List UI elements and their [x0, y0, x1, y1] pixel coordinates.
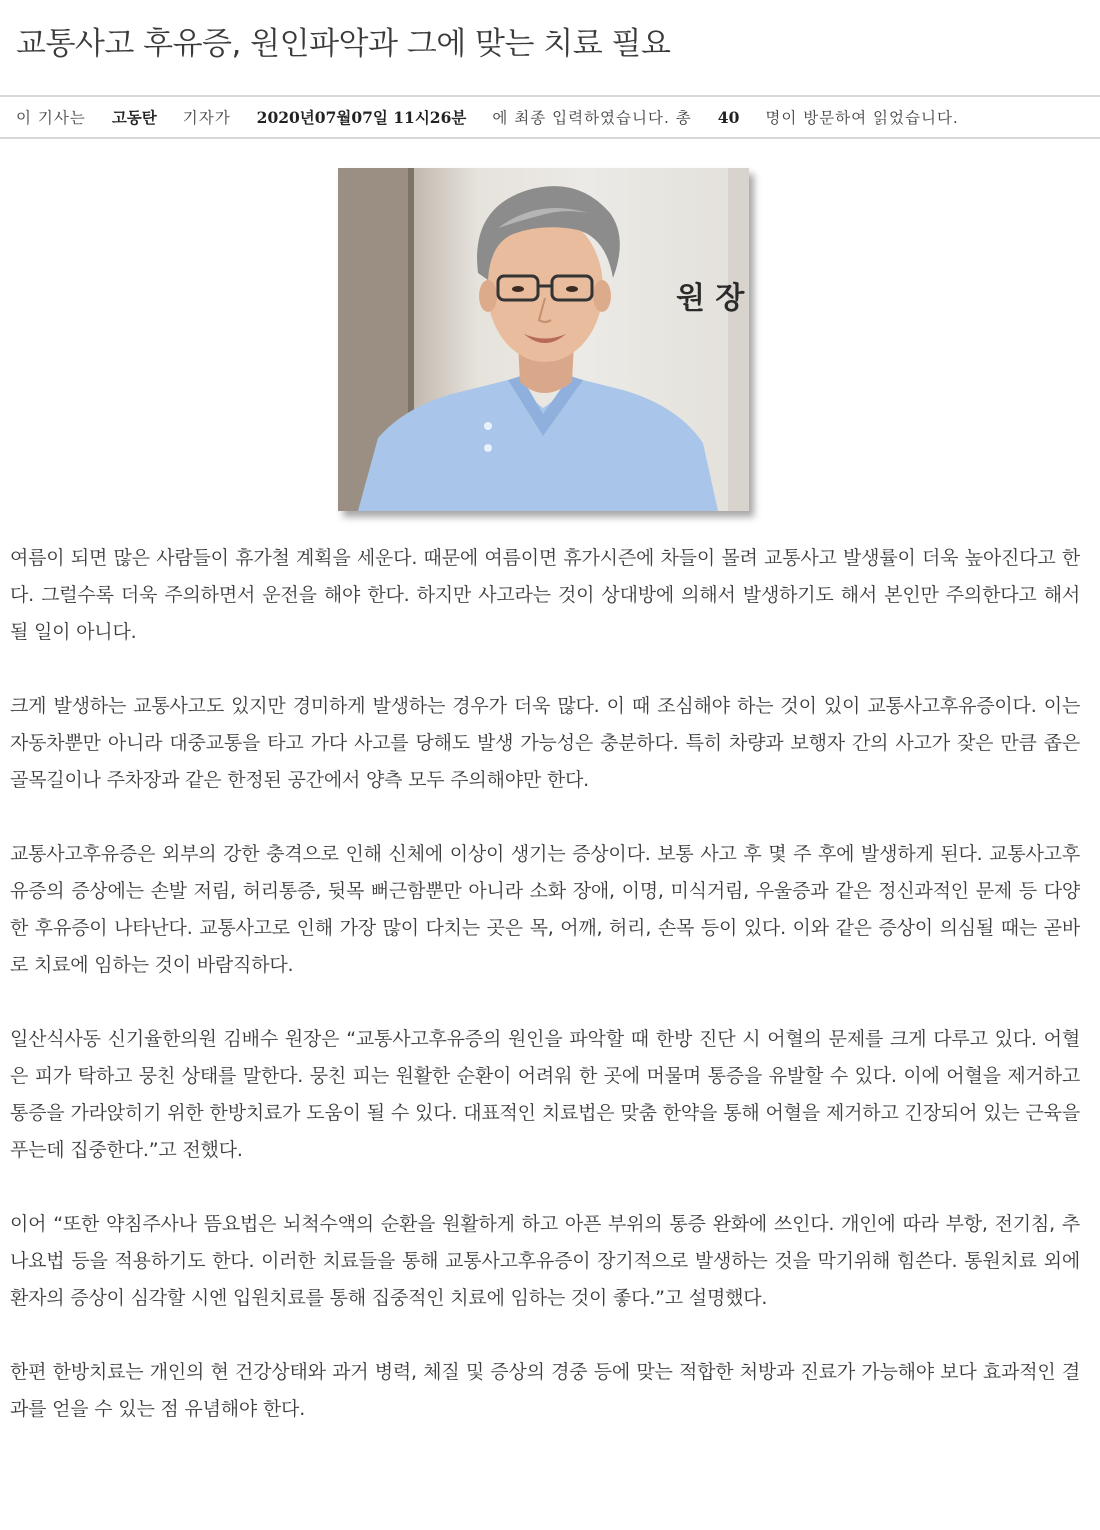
wall-edge	[728, 168, 749, 511]
button-2	[484, 444, 492, 452]
paragraph-4: 일산식사동 신기율한의원 김배수 원장은 “교통사고후유증의 원인을 파악할 때 한방 진단 시 어혈의 문제를 크게 다루고 있다. 어혈은 피가 탁하고 뭉친 상태를 말한다. 뭉친 피는 원활한 순환이 어려워 한 곳에 머물며 통증을 유발할 수 있다. 이에 어혈을 제거하고 통증을 가라앉히기 위한 한방치료가 도움이 될 수 있다. 대표적인 치료법은 맞춤 한약을 통해 어혈을 제거하고 긴장되어 있는 근육을 푸는데 집중한다.”고 전했다.	[10, 1028, 1080, 1161]
ear-left	[479, 280, 497, 312]
article-title: 교통사고 후유증, 원인파악과 그에 맞는 치료 필요	[16, 26, 671, 62]
paragraph-5: 이어 “또한 약침주사나 뜸요법은 뇌척수액의 순환을 원활하게 하고 아픈 부위의 통증 완화에 쓰인다. 개인에 따라 부항, 전기침, 추나요법 등을 적용하기도 한다. 이러한 치료들을 통해 교통사고후유증이 장기적으로 발생하는 것을 막기위해 힘쓴다. 통원치료 외에 환자의 증상이 심각할 시엔 입원치료를 통해 집중적인 치료에 임하는 것이 좋다.”고 설명했다.	[10, 1213, 1080, 1309]
article-meta-bar	[0, 95, 1100, 139]
eye-right	[566, 286, 578, 292]
name-sign: 원 장	[676, 281, 745, 316]
meta-visitor-count: 40	[717, 107, 740, 127]
article-photo	[338, 168, 749, 511]
paragraph-6: 한편 한방치료는 개인의 현 건강상태와 과거 병력, 체질 및 증상의 경중 등에 맞는 적합한 처방과 진료가 가능해야 보다 효과적인 결과를 얻을 수 있는 점 유념해야 한다.	[10, 1361, 1080, 1420]
meta-prefix: 이 기사는	[16, 109, 86, 127]
button-1	[484, 422, 492, 430]
meta-reporter: 고동탄	[111, 108, 157, 127]
eye-left	[512, 286, 524, 292]
paragraph-2: 크게 발생하는 교통사고도 있지만 경미하게 발생하는 경우가 더욱 많다. 이 때 조심해야 하는 것이 있이 교통사고후유증이다. 이는 자동차뿐만 아니라 대중교통을 타고 가다 사고를 당해도 발생 가능성은 충분하다. 특히 차량과 보행자 간의 사고가 잦은 만큼 좁은 골목길이나 주차장과 같은 한정된 공간에서 양측 모두 주의해야만 한다.	[10, 695, 1080, 791]
doctor-portrait-illustration	[338, 168, 749, 511]
meta-visitors-suffix: 명이 방문하여 읽었습니다.	[765, 109, 959, 127]
ear-right	[593, 280, 611, 312]
meta-reporter-suffix: 기자가	[182, 109, 231, 127]
paragraph-1: 여름이 되면 많은 사람들이 휴가철 계획을 세운다. 때문에 여름이면 휴가시즌에 차들이 몰려 교통사고 발생률이 더욱 높아진다고 한다. 그럴수록 더욱 주의하면서 운전을 해야 한다. 하지만 사고라는 것이 상대방에 의해서 발생하기도 해서 본인만 주의한다고 해서 될 일이 아니다.	[10, 547, 1080, 643]
meta-datetime: 2020년07월07일 11시26분	[256, 108, 467, 127]
meta-datetime-suffix: 에 최종 입력하였습니다. 총	[492, 109, 692, 127]
paragraph-3: 교통사고후유증은 외부의 강한 충격으로 인해 신체에 이상이 생기는 증상이다. 보통 사고 후 몇 주 후에 발생하게 된다. 교통사고후유증의 증상에는 손발 저림, 허리통증, 뒷목 뻐근함뿐만 아니라 소화 장애, 이명, 미식거림, 우울증과 같은 정신과적인 문제 등 다양한 후유증이 나타난다. 교통사고로 인해 가장 많이 다치는 곳은 목, 어깨, 허리, 손목 등이 있다. 이와 같은 증상이 의심될 때는 곧바로 치료에 임하는 것이 바람직하다.	[10, 843, 1080, 976]
article-body	[10, 540, 1080, 1465]
